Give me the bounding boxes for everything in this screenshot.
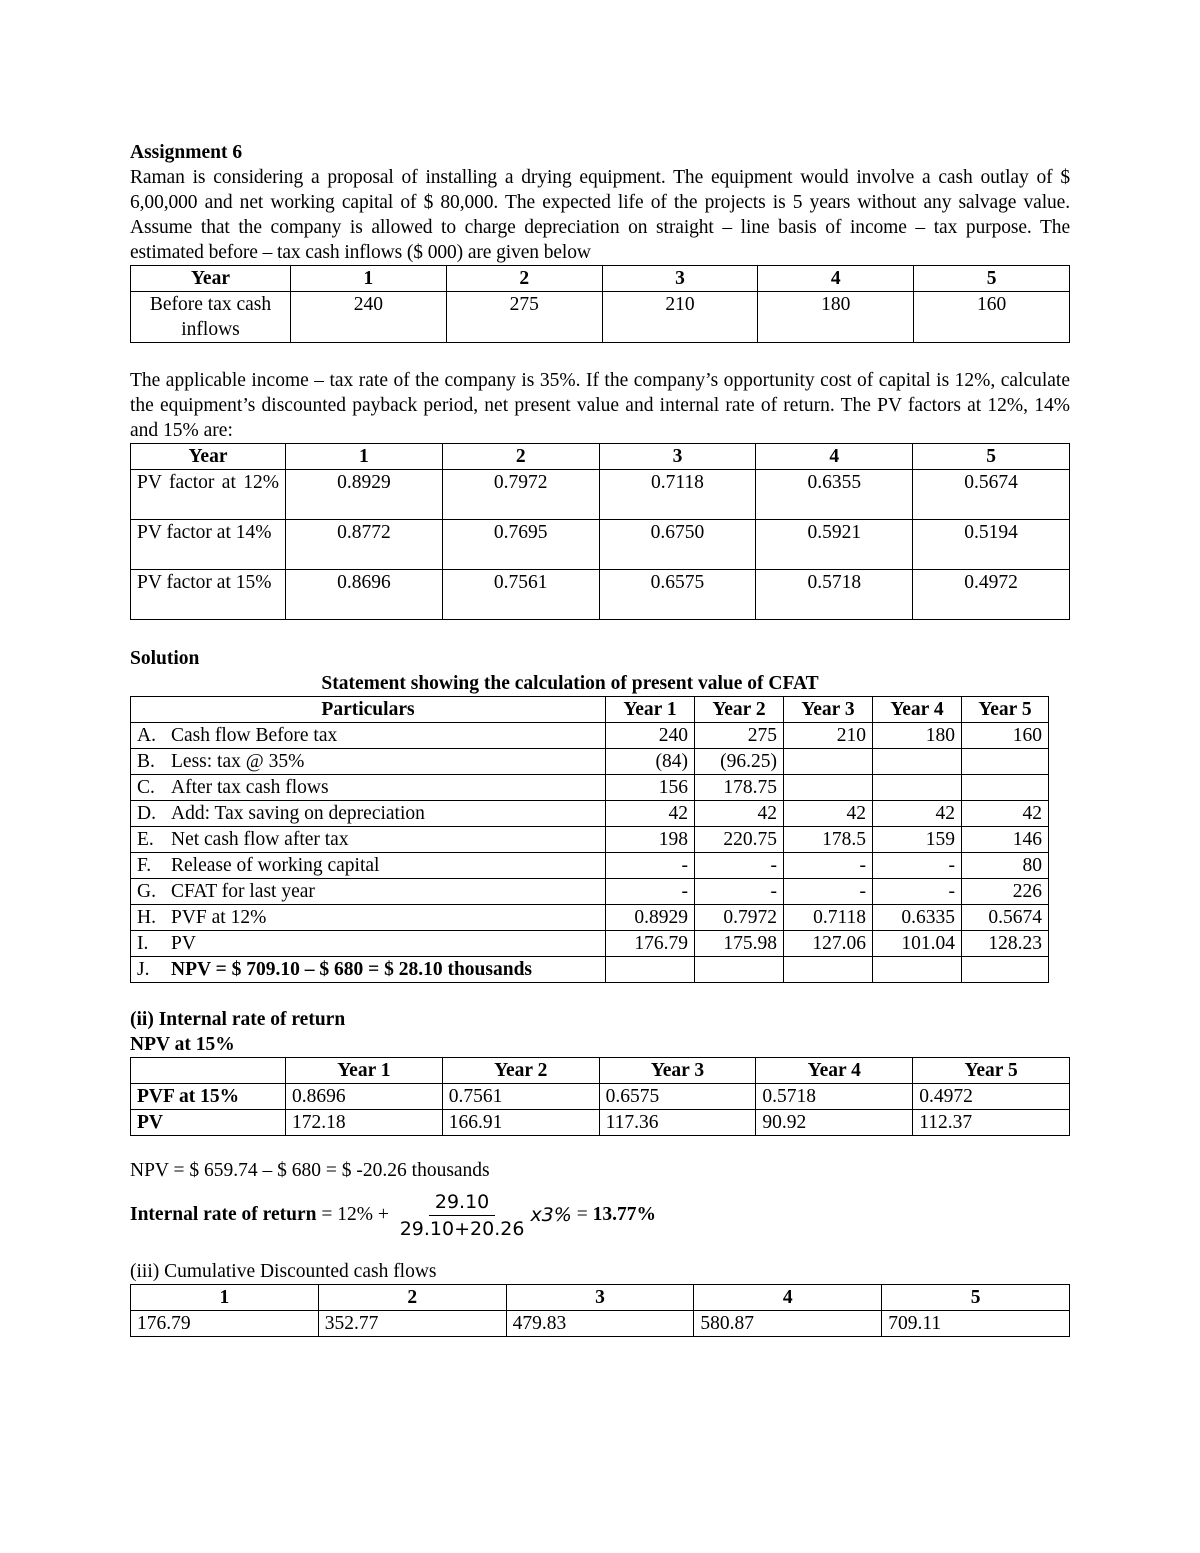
table-cell: 210 (784, 723, 873, 749)
table-cell: - (873, 853, 962, 879)
row-label: PV (131, 1110, 286, 1136)
table-cell: 0.7118 (599, 470, 756, 520)
solution-heading: Solution (130, 648, 200, 669)
npv15-heading: NPV at 15% (130, 1034, 235, 1055)
cash-inflows-table (130, 265, 1070, 343)
table-cell: 0.6355 (756, 470, 913, 520)
row-label: G. CFAT for last year (131, 879, 606, 905)
table-cell: 42 (695, 801, 784, 827)
table-row (131, 292, 1070, 343)
table-header-row (131, 1058, 1070, 1084)
column-header: 2 (318, 1285, 506, 1311)
table-cell: 0.8696 (286, 570, 443, 620)
document-page (130, 140, 1070, 1337)
irr-formula (130, 1187, 1070, 1243)
row-label: B. Less: tax @ 35% (131, 749, 606, 775)
table-cell: 0.6335 (873, 905, 962, 931)
column-header: Year 4 (873, 697, 962, 723)
npv15-table (130, 1057, 1070, 1136)
table-cell (873, 749, 962, 775)
column-header: Year 3 (599, 1058, 756, 1084)
table-cell: 146 (962, 827, 1049, 853)
table-cell: 352.77 (318, 1311, 506, 1337)
column-header: 2 (442, 444, 599, 470)
table-cell: 0.8929 (606, 905, 695, 931)
row-label: F. Release of working capital (131, 853, 606, 879)
table-cell: 0.5674 (962, 905, 1049, 931)
table-row (131, 879, 1049, 905)
table-cell: 160 (914, 292, 1070, 343)
column-header: 5 (913, 444, 1070, 470)
table-cell: 0.5921 (756, 520, 913, 570)
table-cell: 112.37 (913, 1110, 1070, 1136)
intro-paragraph: Raman is considering a proposal of installing a drying equipment. The equipment would involve a cash outlay of $ 6,00,000 and net working capital of $ 80,000. The expected life of the projects is 5 years without any salvage value. Assume that the company is allowed to charge depreciation on straight – line basis of income – tax purpose. The estimated before – tax cash inflows ($ 000) are given below (130, 167, 1070, 263)
table-cell: 0.8772 (286, 520, 443, 570)
table-cell: 159 (873, 827, 962, 853)
table-cell: 0.5194 (913, 520, 1070, 570)
row-label: PVF at 15% (131, 1084, 286, 1110)
column-header: 3 (602, 266, 758, 292)
table-header-row (131, 1285, 1070, 1311)
table-row (131, 775, 1049, 801)
table-cell: 0.4972 (913, 1084, 1070, 1110)
table-cell: 176.79 (606, 931, 695, 957)
table-cell: 240 (291, 292, 447, 343)
table-cell (962, 749, 1049, 775)
table-cell: (96.25) (695, 749, 784, 775)
table-row (131, 905, 1049, 931)
column-header: 4 (758, 266, 914, 292)
row-label: PV factor at 14% (131, 520, 286, 570)
row-label: PV factor at 12% (131, 470, 286, 520)
table-cell: - (606, 879, 695, 905)
column-header: Year 5 (962, 697, 1049, 723)
irr-fraction (394, 1191, 531, 1240)
column-header: 4 (756, 444, 913, 470)
table-cell: 0.7972 (442, 470, 599, 520)
table-cell: - (695, 879, 784, 905)
table-cell: - (606, 853, 695, 879)
table-cell: 226 (962, 879, 1049, 905)
table-cell: 0.7561 (442, 1084, 599, 1110)
column-header: 1 (291, 266, 447, 292)
table-row (131, 749, 1049, 775)
table-row (131, 827, 1049, 853)
column-header: Year (131, 266, 291, 292)
column-header: Year 3 (784, 697, 873, 723)
table-cell: 172.18 (286, 1110, 443, 1136)
table-cell (784, 749, 873, 775)
assignment-heading: Assignment 6 (130, 142, 243, 163)
table-cell: 175.98 (695, 931, 784, 957)
table-cell: 42 (873, 801, 962, 827)
table-row (131, 853, 1049, 879)
table-cell: 198 (606, 827, 695, 853)
table-cell: 180 (873, 723, 962, 749)
row-label: C. After tax cash flows (131, 775, 606, 801)
table-cell: 160 (962, 723, 1049, 749)
table-row (131, 570, 1070, 620)
irr-prefix: = 12% + (316, 1204, 394, 1225)
column-header: 3 (506, 1285, 694, 1311)
column-header: Year 2 (442, 1058, 599, 1084)
table-row (131, 1110, 1070, 1136)
table-cell: 275 (695, 723, 784, 749)
column-header: Year 1 (286, 1058, 443, 1084)
table-cell: 0.5718 (756, 570, 913, 620)
table-row (131, 931, 1049, 957)
column-header: Year 1 (606, 697, 695, 723)
table-cell (873, 957, 962, 983)
table-cell (962, 775, 1049, 801)
column-header: Year 4 (756, 1058, 913, 1084)
table-header-row (131, 444, 1070, 470)
table-cell: 479.83 (506, 1311, 694, 1337)
table-row (131, 470, 1070, 520)
npv-row-label: J. NPV = $ 709.10 – $ 680 = $ 28.10 thousands (131, 957, 606, 983)
column-header: 5 (882, 1285, 1070, 1311)
table-cell: 180 (758, 292, 914, 343)
table-row (131, 520, 1070, 570)
table-cell: 580.87 (694, 1311, 882, 1337)
table-cell: 178.5 (784, 827, 873, 853)
row-label: A. Cash flow Before tax (131, 723, 606, 749)
irr-denominator: 29.10+20.26 (399, 1217, 525, 1240)
table-cell: 127.06 (784, 931, 873, 957)
table-cell: 0.7972 (695, 905, 784, 931)
table-cell: 156 (606, 775, 695, 801)
table-row (131, 1311, 1070, 1337)
column-header: 5 (914, 266, 1070, 292)
table-cell: 0.7695 (442, 520, 599, 570)
table-cell: 117.36 (599, 1110, 756, 1136)
irr-label: Internal rate of return (130, 1204, 317, 1225)
table-cell (962, 957, 1049, 983)
table-cell: 0.6575 (599, 570, 756, 620)
table-row (131, 957, 1049, 983)
table-cell: 166.91 (442, 1110, 599, 1136)
table-cell: (84) (606, 749, 695, 775)
table-cell: 240 (606, 723, 695, 749)
table-row (131, 1084, 1070, 1110)
irr-multiplier: x3% (530, 1204, 572, 1226)
row-label: H. PVF at 12% (131, 905, 606, 931)
cumulative-dcf-table (130, 1284, 1070, 1337)
tax-rate-paragraph: The applicable income – tax rate of the company is 35%. If the company’s opportunity cost of capital is 12%, calculate the equipment’s discounted payback period, net present value and internal rate of return. The PV factors at 12%, 14% and 15% are: (130, 370, 1070, 441)
table-cell: - (873, 879, 962, 905)
table-cell: 176.79 (131, 1311, 319, 1337)
table-cell: 42 (784, 801, 873, 827)
table-cell: 128.23 (962, 931, 1049, 957)
irr-heading: (ii) Internal rate of return (130, 1009, 346, 1030)
statement-title: Statement showing the calculation of present value of CFAT (321, 673, 819, 694)
column-header (131, 1058, 286, 1084)
table-cell (873, 775, 962, 801)
row-label: I. PV (131, 931, 606, 957)
table-cell: 0.5674 (913, 470, 1070, 520)
cfat-statement-table (130, 696, 1049, 983)
table-cell: 0.7561 (442, 570, 599, 620)
pv-factor-table (130, 443, 1070, 620)
table-cell: 80 (962, 853, 1049, 879)
cumulative-heading: (iii) Cumulative Discounted cash flows (130, 1261, 437, 1282)
table-header-row (131, 266, 1070, 292)
table-header-row (131, 697, 1049, 723)
npv-at-15-line: NPV = $ 659.74 – $ 680 = $ -20.26 thousands (130, 1160, 490, 1181)
column-header: 2 (446, 266, 602, 292)
column-header: 4 (694, 1285, 882, 1311)
row-label: E. Net cash flow after tax (131, 827, 606, 853)
table-cell: 210 (602, 292, 758, 343)
table-cell: 178.75 (695, 775, 784, 801)
table-cell (784, 775, 873, 801)
irr-result: 13.77% (592, 1204, 656, 1225)
table-cell: 0.5718 (756, 1084, 913, 1110)
table-cell: 90.92 (756, 1110, 913, 1136)
table-cell: 0.8696 (286, 1084, 443, 1110)
irr-equals: = (571, 1204, 593, 1225)
column-header: Year (131, 444, 286, 470)
table-cell: 42 (606, 801, 695, 827)
table-cell: 275 (446, 292, 602, 343)
table-cell (695, 957, 784, 983)
table-cell: - (784, 879, 873, 905)
table-cell: 709.11 (882, 1311, 1070, 1337)
table-cell: 0.4972 (913, 570, 1070, 620)
row-label: D. Add: Tax saving on depreciation (131, 801, 606, 827)
column-header: Year 5 (913, 1058, 1070, 1084)
table-cell: 0.8929 (286, 470, 443, 520)
row-label: PV factor at 15% (131, 570, 286, 620)
table-cell: 0.7118 (784, 905, 873, 931)
table-cell: - (695, 853, 784, 879)
column-header: Particulars (131, 697, 606, 723)
column-header: 3 (599, 444, 756, 470)
table-row (131, 801, 1049, 827)
table-cell: 220.75 (695, 827, 784, 853)
table-cell: 42 (962, 801, 1049, 827)
table-row (131, 723, 1049, 749)
table-cell: 0.6750 (599, 520, 756, 570)
column-header: Year 2 (695, 697, 784, 723)
column-header: 1 (286, 444, 443, 470)
table-cell: - (784, 853, 873, 879)
table-cell (784, 957, 873, 983)
row-label: Before tax cash inflows (131, 292, 291, 343)
table-cell (606, 957, 695, 983)
table-cell: 101.04 (873, 931, 962, 957)
column-header: 1 (131, 1285, 319, 1311)
table-cell: 0.6575 (599, 1084, 756, 1110)
irr-numerator: 29.10 (429, 1191, 495, 1216)
